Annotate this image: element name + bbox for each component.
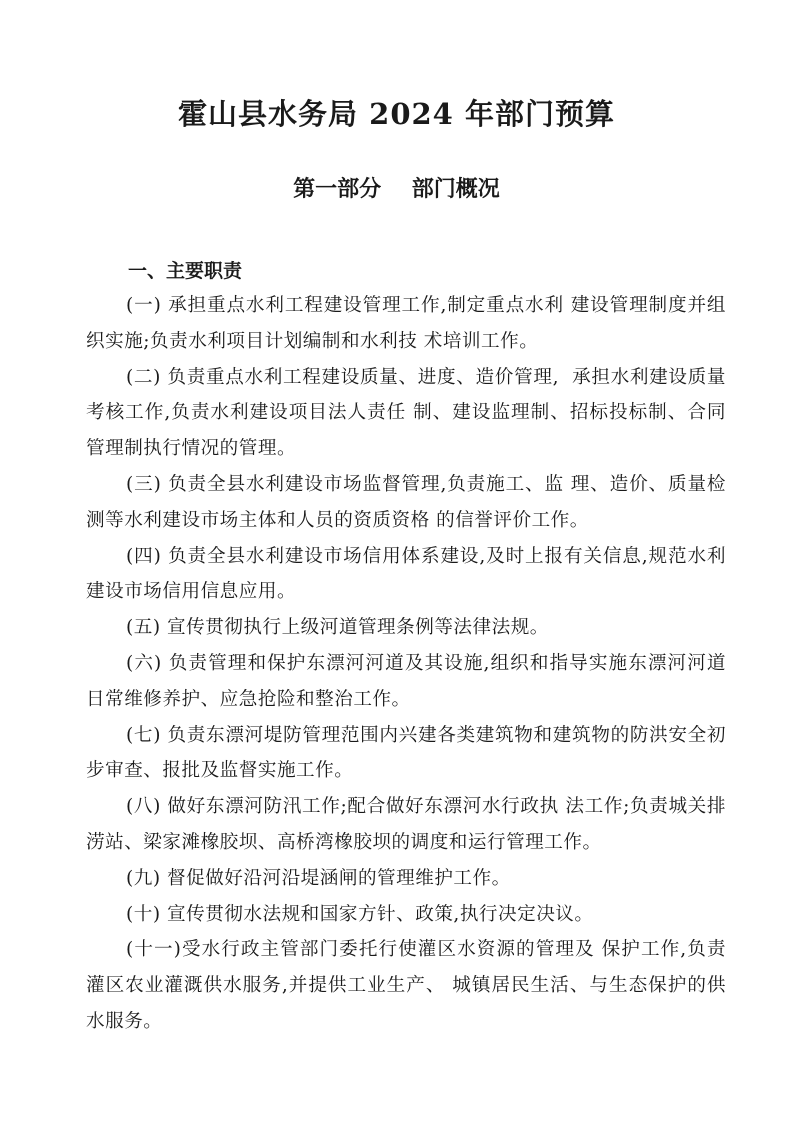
duty-paragraph-10: (十) 宣传贯彻水法规和国家方针、政策,执行决定决议。 (126, 903, 594, 925)
duty-paragraph-7: (七) 负责东漂河堤防管理范围内兴建各类建筑物和建筑物的防洪安全初步审查、报批及监督实施工作。 (86, 724, 726, 782)
duty-paragraph-8: (八) 做好东漂河防汛工作;配合做好东漂河水行政执 法工作;负责城关排涝站、梁家滩橡胶坝、高桥湾橡胶坝的调度和运行管理工作。 (86, 796, 726, 853)
section-heading: 一、主要职责 (128, 260, 243, 282)
duty-paragraph-2: (二) 负责重点水利工程建设质量、进度、造价管理, 承担水利建设质量考核工作,负责水利建设项目法人责任 制、建设监理制、招标投标制、合同管理制执行情况的管理。 (86, 366, 726, 460)
duty-paragraph-1: (一) 承担重点水利工程建设管理工作,制定重点水利 建设管理制度并组织实施;负责水利项目计划编制和水利技 术培训工作。 (86, 295, 726, 352)
duty-paragraph-5: (五) 宣传贯彻执行上级河道管理条例等法律法规。 (126, 617, 549, 639)
duty-paragraph-3: (三) 负责全县水利建设市场监督管理,负责施工、监 理、造价、质量检测等水利建设市场主体和人员的资质资格 的信誉评价工作。 (86, 473, 726, 531)
duty-paragraph-9: (九) 督促做好沿河沿堤涵闸的管理维护工作。 (126, 867, 511, 889)
duty-paragraph-6: (六) 负责管理和保护东漂河河道及其设施,组织和指导实施东漂河河道日常维修养护、应急抢险和整治工作。 (86, 652, 726, 710)
document-title: 霍山县水务局 2024 年部门预算 (178, 97, 615, 131)
duty-paragraph-11: (十一)受水行政主管部门委托行使灌区水资源的管理及 保护工作,负责灌区农业灌溉供水服务,并提供工业生产、 城镇居民生活、与生态保护的供水服务。 (86, 939, 726, 1032)
duties-list (86, 288, 726, 1040)
duty-paragraph-4: (四) 负责全县水利建设市场信用体系建设,及时上报有关信息,规范水利建设市场信用信息应用。 (86, 545, 726, 603)
part-subtitle: 第一部分 部门概况 (293, 177, 500, 202)
